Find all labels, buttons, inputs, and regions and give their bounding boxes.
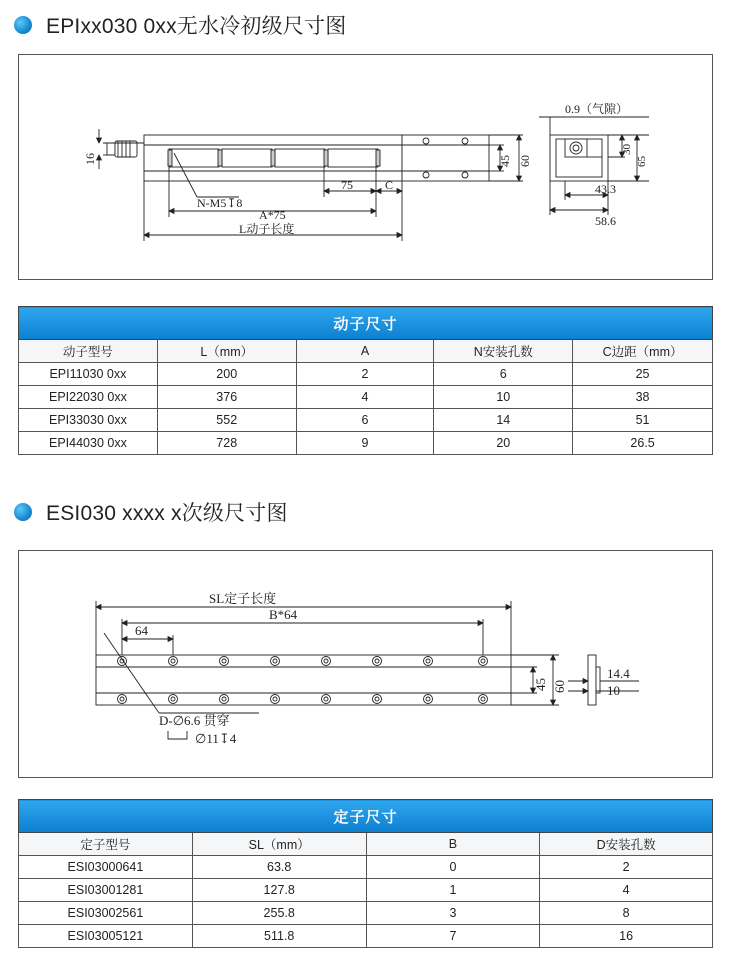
dim-length: L动子长度 <box>239 222 295 236</box>
table-cell: 16 <box>540 925 713 948</box>
table-cell: 25 <box>573 363 713 386</box>
dim-width-58: 58.6 <box>595 214 616 228</box>
table-caption: 动子尺寸 <box>19 307 713 340</box>
table-cell: 2 <box>296 363 434 386</box>
dim-side-30: 30 <box>621 144 633 155</box>
section-title-primary <box>14 11 346 39</box>
dim-stator-length: SL定子长度 <box>209 591 277 606</box>
dim-air-gap: 0.9（气隙） <box>565 102 629 116</box>
primary-dimension-drawing <box>18 54 713 280</box>
dim-height-45: 45 <box>498 155 512 167</box>
column-header: N安装孔数 <box>434 340 573 363</box>
table-cell: ESI03001281 <box>19 879 193 902</box>
dim-edge-c: C <box>385 178 394 192</box>
dim-pitch-64: 64 <box>135 623 148 638</box>
section-title-text: EPIxx030 0xx无水冷初级尺寸图 <box>46 15 347 38</box>
table-row <box>19 925 713 948</box>
table-cell: 51 <box>573 409 713 432</box>
table-cell: EPI11030 0xx <box>19 363 158 386</box>
table-cell: EPI44030 0xx <box>19 432 158 455</box>
table-cell: ESI03000641 <box>19 856 193 879</box>
table-cell: 6 <box>296 409 434 432</box>
column-header: B <box>366 833 540 856</box>
dim-16: 16 <box>83 153 97 165</box>
table-cell: 9 <box>296 432 434 455</box>
table-cell: 26.5 <box>573 432 713 455</box>
dim-thickness-10: 10 <box>607 683 620 698</box>
dim-b-pitch: B*64 <box>269 607 298 622</box>
table-cell: 38 <box>573 386 713 409</box>
table-row <box>19 386 713 409</box>
table-cell: 2 <box>540 856 713 879</box>
table-cell: 1 <box>366 879 540 902</box>
column-header: L（mm） <box>157 340 296 363</box>
table-caption: 定子尺寸 <box>19 800 713 833</box>
table-cell: 6 <box>434 363 573 386</box>
column-header: SL（mm） <box>192 833 366 856</box>
bullet-icon <box>14 503 32 521</box>
table-cell: 4 <box>296 386 434 409</box>
table-cell: ESI03002561 <box>19 902 193 925</box>
table-cell: 14 <box>434 409 573 432</box>
table-cell: 552 <box>157 409 296 432</box>
dim-counterbore: ∅11↧4 <box>195 731 237 746</box>
table-row <box>19 879 713 902</box>
dim-height-60: 60 <box>518 155 532 167</box>
table-cell: 200 <box>157 363 296 386</box>
dim-height-45: 45 <box>533 678 548 691</box>
table-cell: 0 <box>366 856 540 879</box>
table-cell: 20 <box>434 432 573 455</box>
table-cell: 376 <box>157 386 296 409</box>
section-title-secondary <box>14 498 288 526</box>
table-row <box>19 856 713 879</box>
section-title-text: ESI030 xxxx x次级尺寸图 <box>46 502 288 525</box>
table-cell: 7 <box>366 925 540 948</box>
table-cell: 3 <box>366 902 540 925</box>
table-cell: 4 <box>540 879 713 902</box>
table-row <box>19 902 713 925</box>
table-row <box>19 363 713 386</box>
column-header: 动子型号 <box>19 340 158 363</box>
table-cell: ESI03005121 <box>19 925 193 948</box>
column-header: A <box>296 340 434 363</box>
table-cell: 127.8 <box>192 879 366 902</box>
bullet-icon <box>14 16 32 34</box>
table-cell: 63.8 <box>192 856 366 879</box>
column-header: D安装孔数 <box>540 833 713 856</box>
table-cell: 255.8 <box>192 902 366 925</box>
table-cell: 10 <box>434 386 573 409</box>
table-cell: 511.8 <box>192 925 366 948</box>
table-row <box>19 409 713 432</box>
dim-a-pitch: A*75 <box>259 208 286 222</box>
table-row <box>19 432 713 455</box>
secondary-dimension-drawing <box>18 550 713 778</box>
dim-width-43: 43.3 <box>595 182 616 196</box>
secondary-size-table <box>18 799 713 948</box>
primary-size-table <box>18 306 713 455</box>
table-cell: 8 <box>540 902 713 925</box>
table-cell: EPI22030 0xx <box>19 386 158 409</box>
dim-through-holes: D-∅6.6 贯穿 <box>159 713 230 728</box>
dim-thickness-14: 14.4 <box>607 666 630 681</box>
dim-pitch-75: 75 <box>341 178 353 192</box>
dim-side-65: 65 <box>636 156 648 167</box>
dim-height-60: 60 <box>552 680 567 693</box>
column-header: C边距（mm） <box>573 340 713 363</box>
table-cell: 728 <box>157 432 296 455</box>
column-header: 定子型号 <box>19 833 193 856</box>
dim-mounting-holes: N-M5↧8 <box>197 196 243 210</box>
table-cell: EPI33030 0xx <box>19 409 158 432</box>
